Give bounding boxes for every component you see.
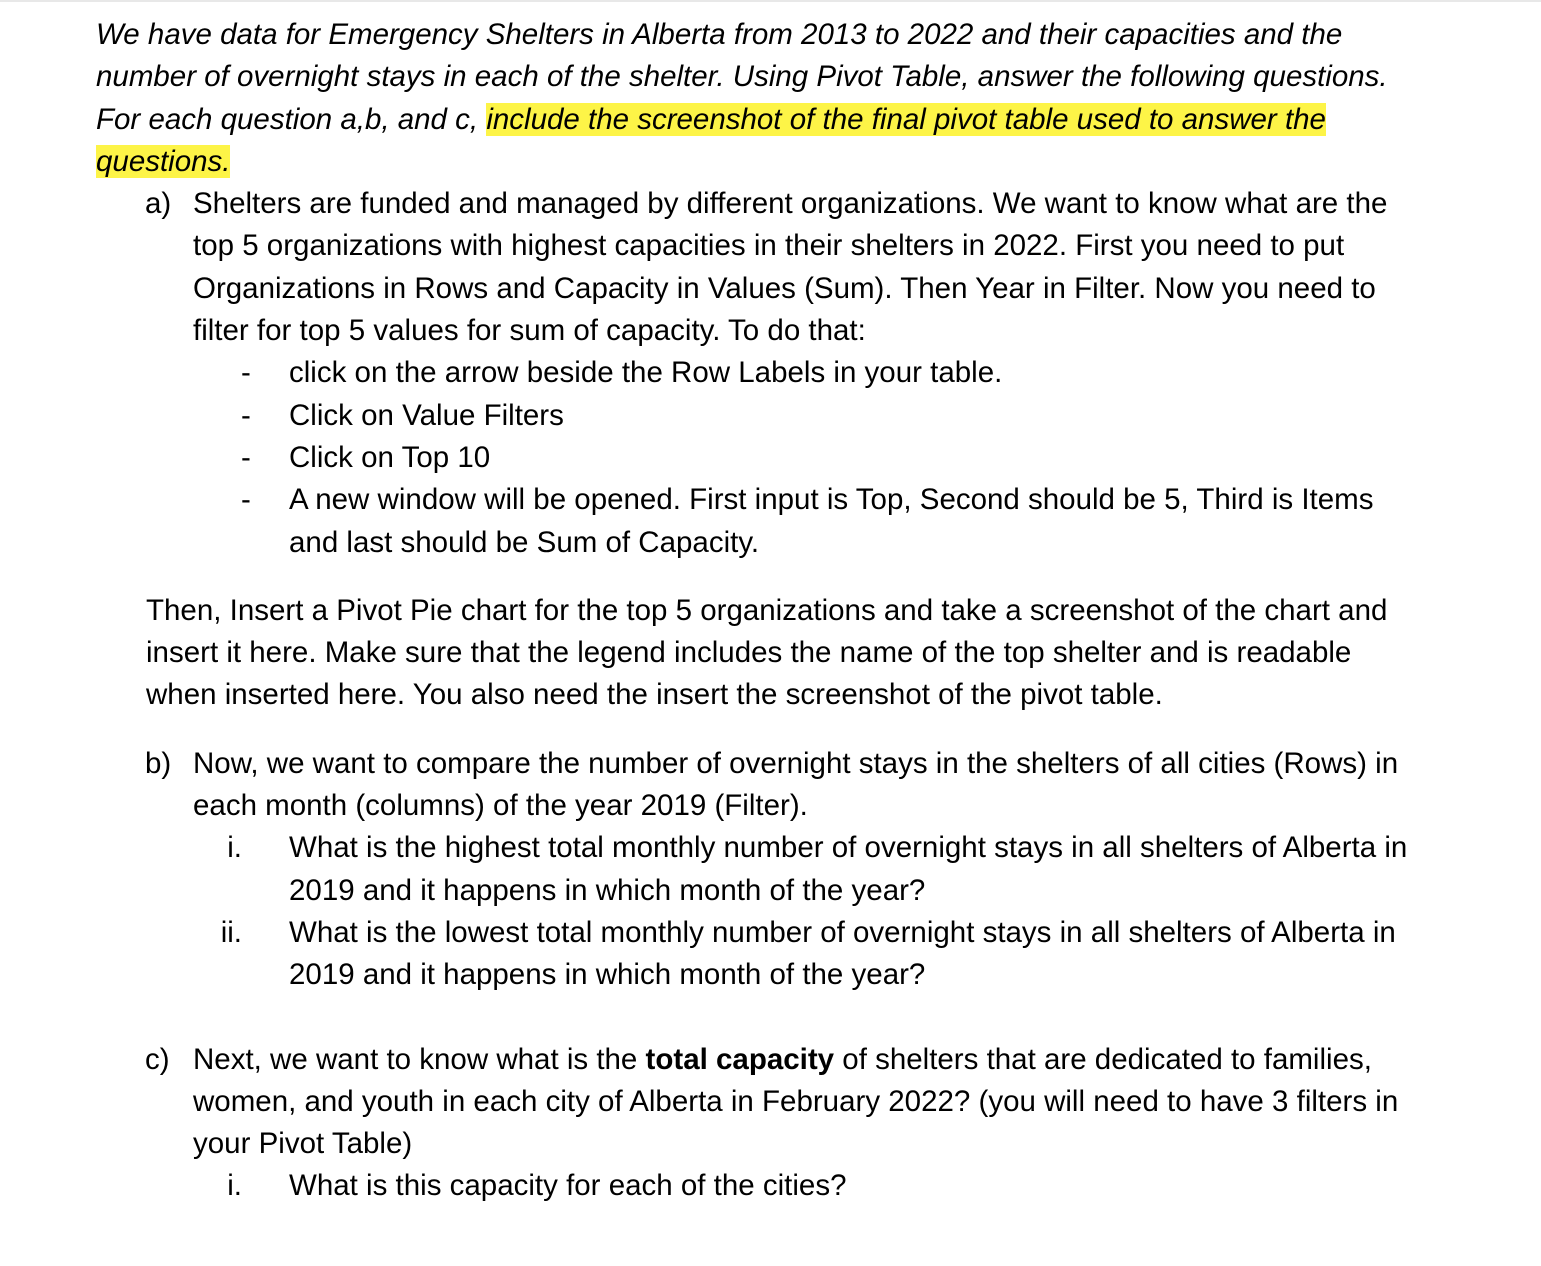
page-top-border bbox=[0, 0, 1541, 2]
item-text: What is the lowest total monthly number of overnight stays in all shelters of Alberta in 2019 and it happens in which month of the year? bbox=[289, 915, 1396, 992]
question-a bbox=[145, 183, 1423, 352]
question-c bbox=[145, 1039, 1423, 1166]
step-text: A new window will be opened. First input is Top, Second should be 5, Third is Items and last should be Sum of Capacity. bbox=[289, 483, 1374, 559]
question-b-marker: b) bbox=[145, 746, 172, 780]
question-c-bold: total capacity bbox=[645, 1042, 835, 1076]
item-text: What is the highest total monthly number of overnight stays in all shelters of Alberta in 2019 and it happens in which month of the year? bbox=[289, 831, 1408, 907]
intro-highlight: include the screenshot of the final pivot table used to answer the questions. bbox=[96, 102, 1326, 178]
question-c-text-before: Next, we want to know what is the bbox=[193, 1042, 646, 1076]
intro-paragraph bbox=[96, 14, 1436, 183]
intro-text: We have data for Emergency Shelters in Alberta from 2013 to 2022 and their capacities and the number of overnight stays in each of the shelter. Using Pivot Table, answer the following questions. For each question a,b, and c, bbox=[96, 18, 1388, 136]
question-a-step bbox=[241, 395, 1409, 437]
question-b bbox=[145, 743, 1423, 828]
question-c-item bbox=[227, 1165, 1409, 1207]
roman-marker: i. bbox=[227, 1169, 242, 1203]
roman-marker: ii. bbox=[220, 915, 242, 949]
step-dash: - bbox=[241, 440, 251, 474]
question-b-text: Now, we want to compare the number of overnight stays in the shelters of all cities (Rows) in each month (columns) of the year 2019 (Filter). bbox=[193, 746, 1399, 823]
question-a-step bbox=[241, 479, 1409, 564]
question-a-text: Shelters are funded and managed by different organizations. We want to know what are the top 5 organizations with highest capacities in their shelters in 2022. First you need to put Organizations in Rows and Capacity in Values (Sum). Then Year in Filter. Now you need to filter for top 5 values for sum of capacity. To do that: bbox=[193, 187, 1388, 348]
question-c-marker: c) bbox=[145, 1042, 170, 1076]
step-text: Click on Top 10 bbox=[289, 440, 491, 474]
item-text: What is this capacity for each of the cities? bbox=[289, 1169, 847, 1203]
step-dash: - bbox=[241, 356, 251, 390]
spacer bbox=[0, 564, 1541, 590]
roman-marker: i. bbox=[227, 831, 242, 865]
question-a-step bbox=[241, 352, 1409, 394]
spacer bbox=[0, 717, 1541, 743]
question-a-step bbox=[241, 437, 1409, 479]
question-b-item bbox=[220, 912, 1409, 997]
question-a-marker: a) bbox=[145, 187, 172, 221]
question-c-text-after: of shelters that are dedicated to families, women, and youth in each city of Alberta in February 2022? (you will need to have 3 filters in your Pivot Table) bbox=[193, 1042, 1399, 1161]
question-a-followup: Then, Insert a Pivot Pie chart for the top 5 organizations and take a screenshot of the chart and insert it here. Make sure that the legend includes the name of the top shelter and is readable when inserted here. You also need the insert the screenshot of the pivot table. bbox=[146, 593, 1388, 712]
step-dash: - bbox=[241, 483, 251, 517]
spacer bbox=[0, 997, 1541, 1039]
document-page bbox=[0, 14, 1541, 1208]
step-text: click on the arrow beside the Row Labels in your table. bbox=[289, 356, 1003, 390]
step-text: Click on Value Filters bbox=[289, 398, 564, 432]
step-dash: - bbox=[241, 398, 251, 432]
question-b-item bbox=[227, 827, 1409, 912]
